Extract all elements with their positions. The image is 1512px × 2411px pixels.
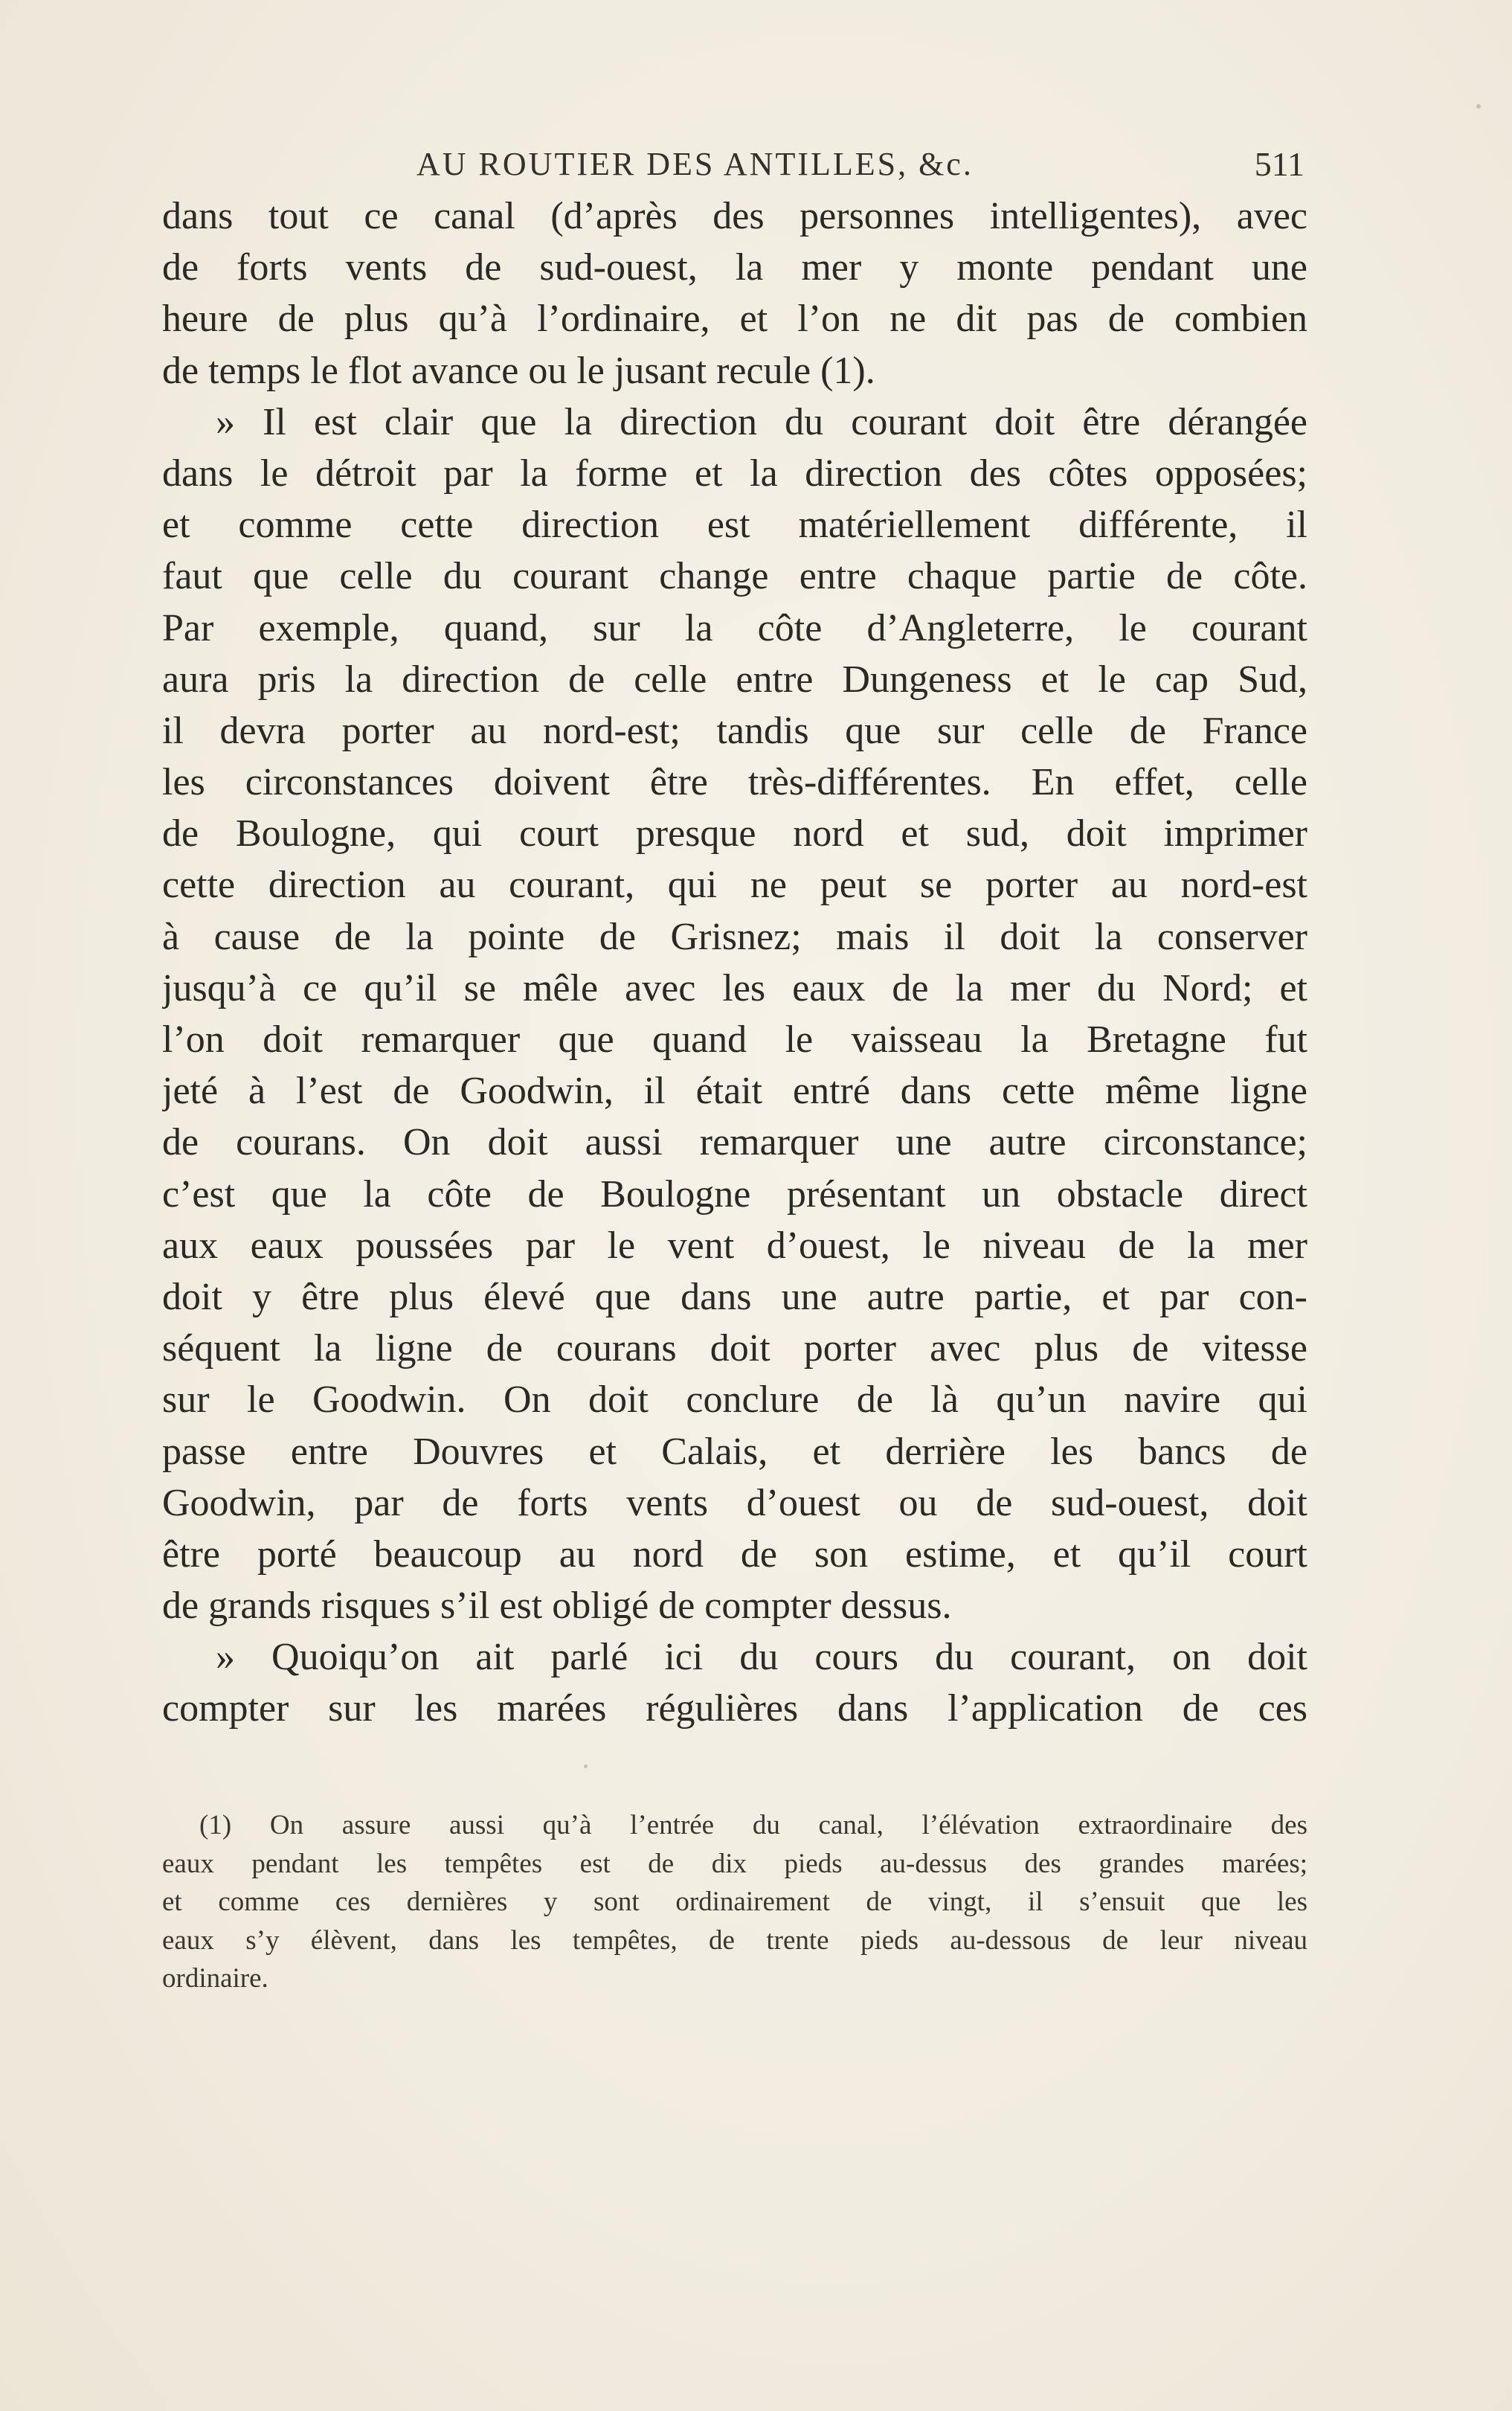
text-line: » Il est clair que la direction du courant doit être dérangée <box>216 400 1307 443</box>
text-line: jusqu’à ce qu’il se mêle avec les eaux de la mer du Nord; et <box>162 966 1307 1009</box>
running-head <box>165 138 1304 190</box>
footnote-line: eaux s’y élèvent, dans les tempêtes, de trente pieds au-dessous de leur niveau <box>162 1924 1307 1956</box>
footnote-line: eaux pendant les tempêtes est de dix pieds au-dessus des grandes marées; <box>162 1848 1307 1879</box>
text-line: doit y être plus élevé que dans une autre partie, et par con- <box>162 1275 1307 1318</box>
footnote-line: (1) On assure aussi qu’à l’entrée du canal, l’élévation extraordinaire des <box>199 1810 1307 1840</box>
text-line: à cause de la pointe de Grisnez; mais il doit la conserver <box>162 915 1307 958</box>
text-line: passe entre Douvres et Calais, et derrière les bancs de <box>162 1430 1307 1473</box>
paper-speck <box>584 1765 588 1768</box>
running-title: AU ROUTIER DES ANTILLES, &c. <box>416 146 974 182</box>
text-line: et comme cette direction est matériellement différente, il <box>162 504 1307 547</box>
text-line: » Quoiqu’on ait parlé ici du cours du courant, on doit <box>216 1636 1307 1679</box>
text-line: Goodwin, par de forts vents d’ouest ou de sud-ouest, doit <box>162 1481 1307 1524</box>
text-line: sur le Goodwin. On doit conclure de là qu’un navire qui <box>162 1378 1307 1422</box>
text-line: de grands risques s’il est obligé de compter dessus. <box>162 1585 952 1628</box>
footnote-line: et comme ces dernières y sont ordinairement de vingt, il s’ensuit que les <box>162 1887 1307 1918</box>
text-line: séquent la ligne de courans doit porter avec plus de vitesse <box>162 1327 1307 1370</box>
text-line: faut que celle du courant change entre chaque partie de côte. <box>162 555 1307 598</box>
footnotes <box>162 1806 1307 1998</box>
text-line: Par exemple, quand, sur la côte d’Angleterre, le courant <box>162 606 1307 649</box>
text-line: aura pris la direction de celle entre Dungeness et le cap Sud, <box>162 658 1307 701</box>
footnote-line: ordinaire. <box>162 1963 268 1994</box>
text-line: aux eaux poussées par le vent d’ouest, le niveau de la mer <box>162 1224 1307 1267</box>
text-line: dans tout ce canal (d’après des personnes intelligentes), avec <box>162 195 1307 237</box>
text-line: il devra porter au nord-est; tandis que sur celle de France <box>162 709 1307 752</box>
text-line: être porté beaucoup au nord de son estime, et qu’il court <box>162 1532 1307 1576</box>
text-line: de Boulogne, qui court presque nord et sud, doit imprimer <box>162 812 1307 855</box>
text-line: les circonstances doivent être très-différentes. En effet, celle <box>162 761 1307 804</box>
paper-speck <box>1476 104 1481 109</box>
text-line: de temps le flot avance ou le jusant recule (1). <box>162 349 875 392</box>
text-line: c’est que la côte de Boulogne présentant un obstacle direct <box>162 1172 1307 1216</box>
text-line: de courans. On doit aussi remarquer une autre circonstance; <box>162 1121 1307 1164</box>
body-text <box>162 190 1307 1735</box>
text-line: heure de plus qu’à l’ordinaire, et l’on ne dit pas de combien <box>162 298 1307 341</box>
page-number: 511 <box>1254 145 1304 183</box>
text-line: compter sur les marées régulières dans l’application de ces <box>162 1687 1307 1730</box>
text-line: de forts vents de sud-ouest, la mer y monte pendant une <box>162 246 1307 289</box>
text-line: dans le détroit par la forme et la direction des côtes opposées; <box>162 452 1307 495</box>
text-line: l’on doit remarquer que quand le vaisseau la Bretagne fut <box>162 1018 1307 1061</box>
text-line: jeté à l’est de Goodwin, il était entré dans cette même ligne <box>162 1070 1307 1113</box>
text-line: cette direction au courant, qui ne peut se porter au nord-est <box>162 864 1307 907</box>
